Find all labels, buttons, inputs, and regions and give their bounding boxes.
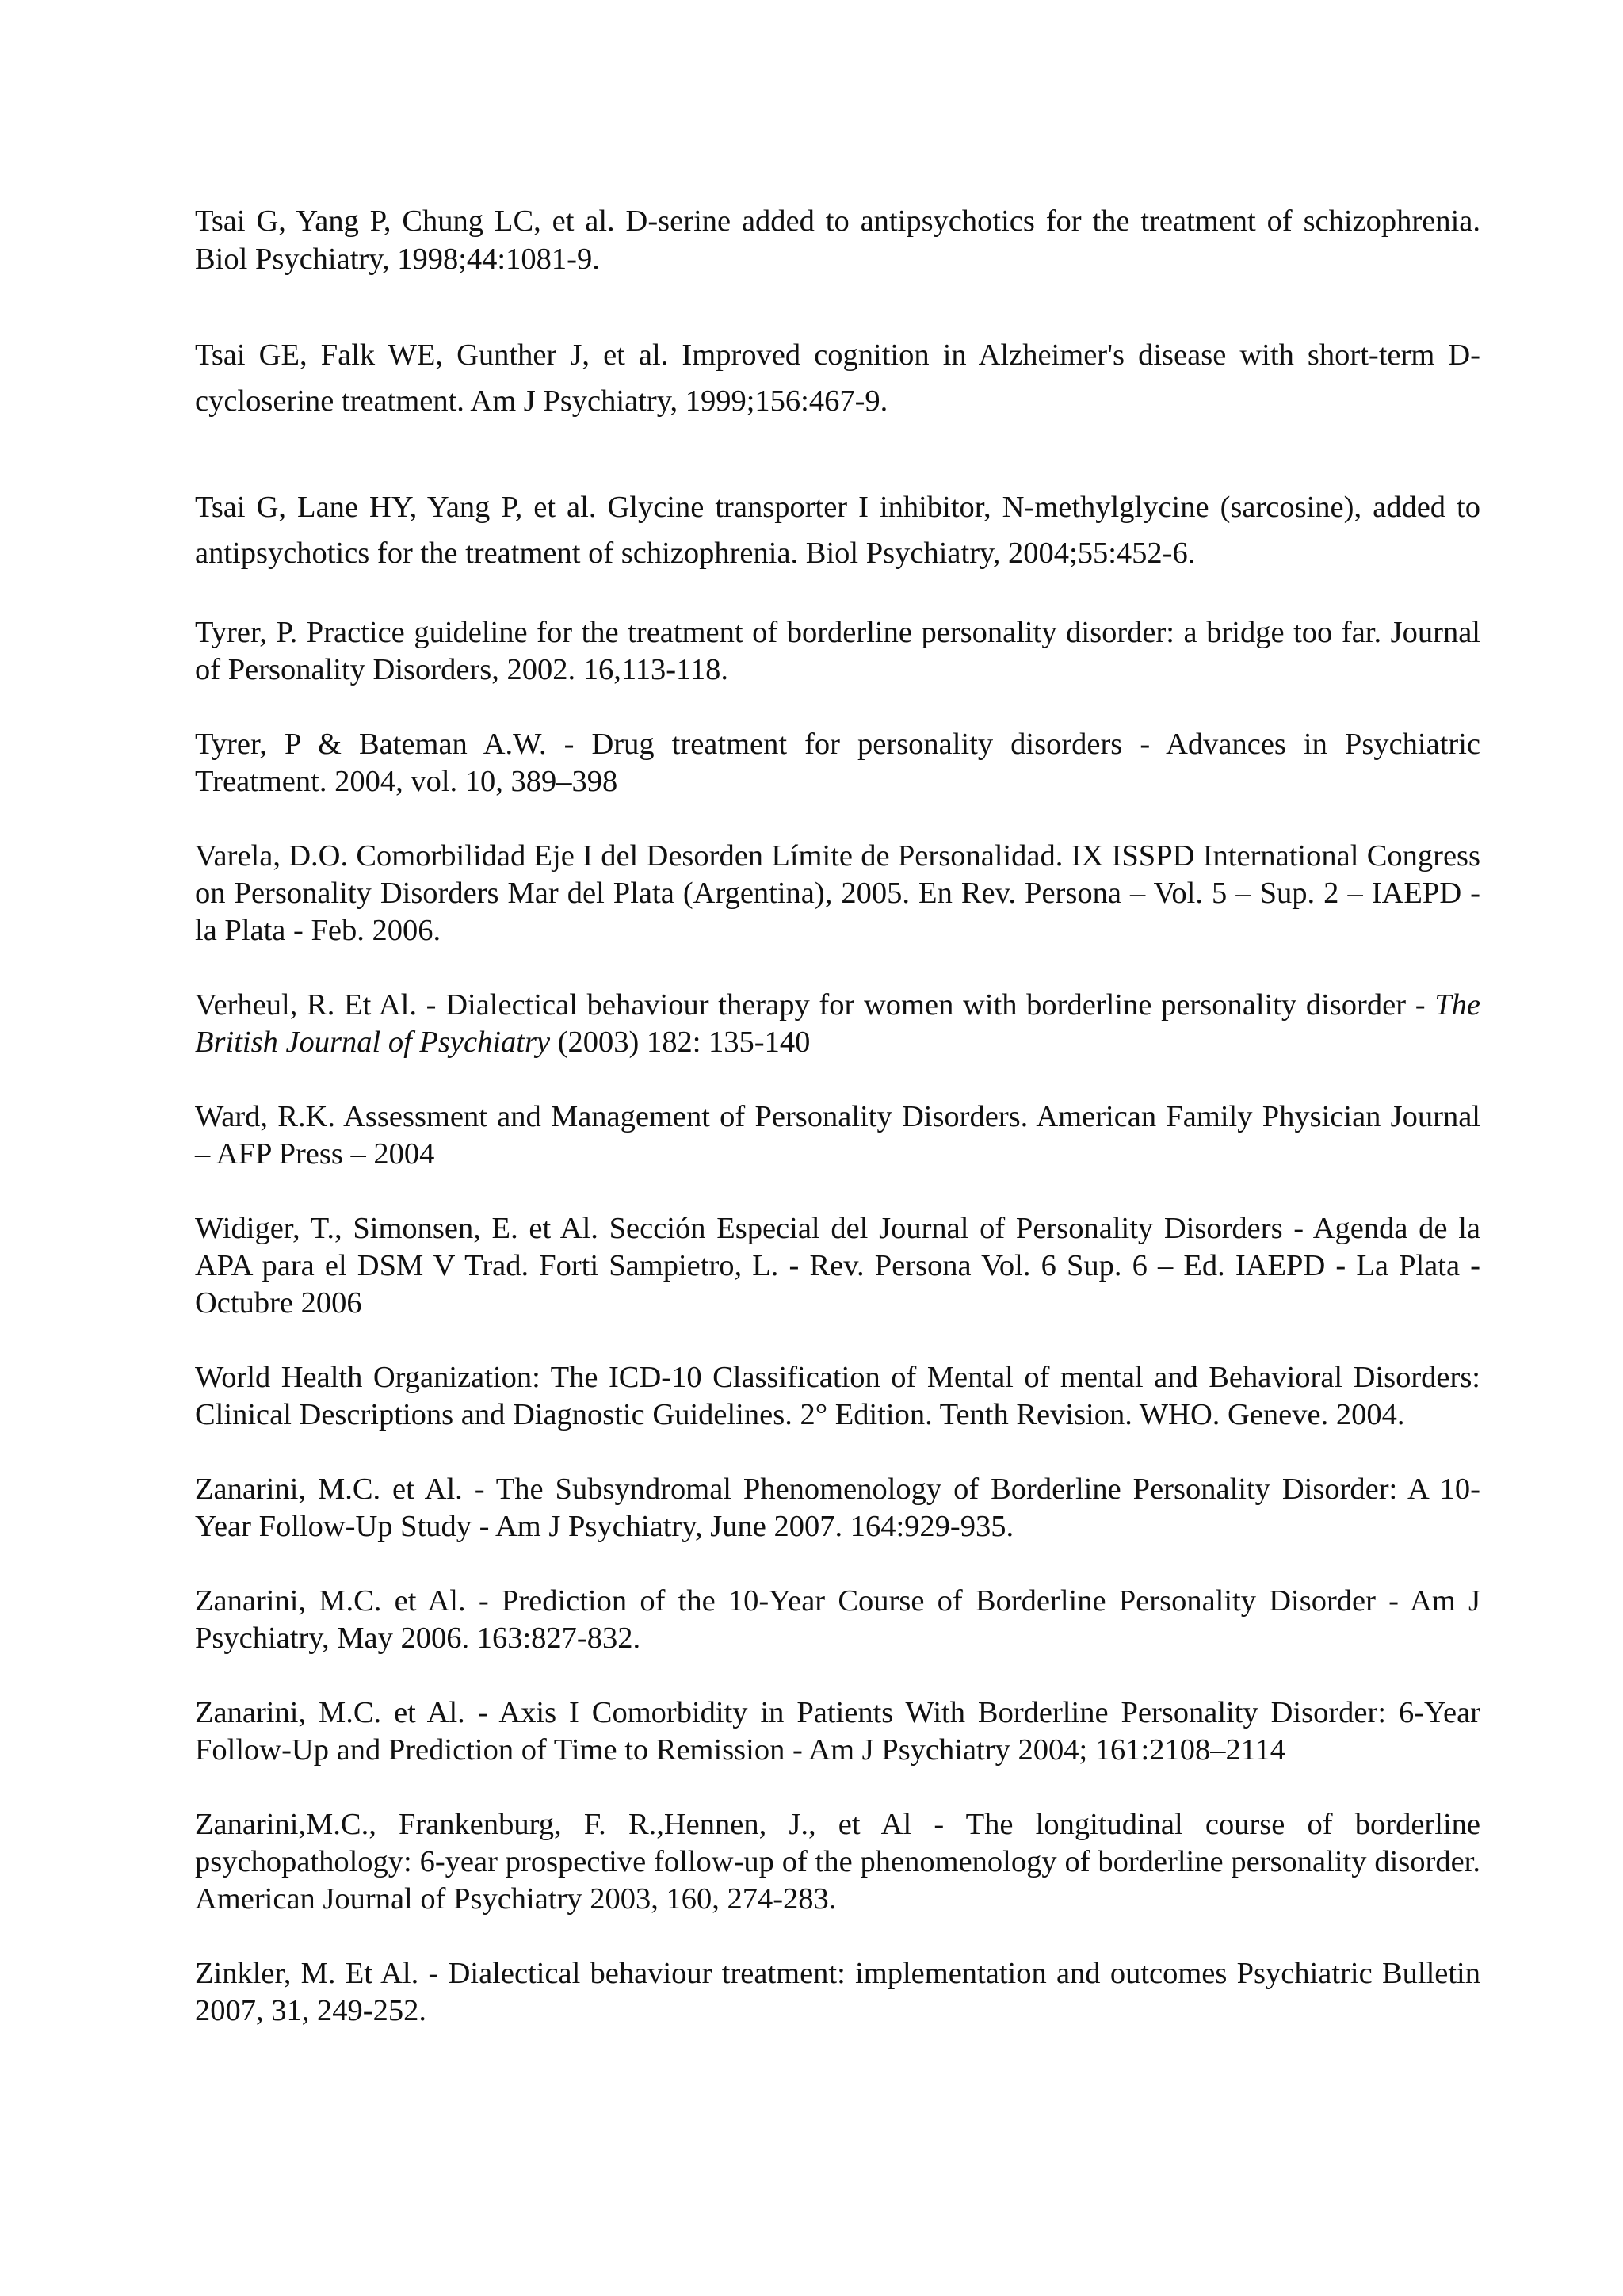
reference-entry-zanarini-2007: Zanarini, M.C. et Al. - The Subsyndromal Phenomenology of Borderline Personality Disorder: A 10-Year Follow-Up Study - Am J Psychiatry, June 2007. 164:929-935. <box>195 1473 1480 1543</box>
reference-list <box>195 202 1480 2030</box>
reference-entry-zinkler-2007: Zinkler, M. Et Al. - Dialectical behaviour treatment: implementation and outcomes Psychiatric Bulletin 2007, 31, 249-252. <box>195 1957 1480 2027</box>
reference-entry-zanarini-2003: Zanarini,M.C., Frankenburg, F. R.,Hennen, J., et Al - The longitudinal course of borderline psychopathology: 6-year prospective follow-up of the phenomenology of borderline personality disorder. American Journal of Psychiatry 2003, 160, 274-283. <box>195 1808 1480 1916</box>
reference-entry-zanarini-2004: Zanarini, M.C. et Al. - Axis I Comorbidity in Patients With Borderline Personality Disorder: 6-Year Follow-Up and Prediction of Time to Remission - Am J Psychiatry 2004; 161:2108–2114 <box>195 1696 1480 1767</box>
reference-entry-tsai-1998: Tsai G, Yang P, Chung LC, et al. D-serine added to antipsychotics for the treatment of schizophrenia. Biol Psychiatry, 1998;44:1081-9. <box>195 204 1480 276</box>
reference-entry-varela-2005: Varela, D.O. Comorbilidad Eje I del Desorden Límite de Personalidad. IX ISSPD International Congress on Personality Disorders Mar del Plata (Argentina), 2005. En Rev. Persona – Vol. 5 – Sup. 2 – IAEPD - la Plata - Feb. 2006. <box>195 839 1480 947</box>
reference-entry-tsai-1999: Tsai GE, Falk WE, Gunther J, et al. Improved cognition in Alzheimer's disease with short-term D-cycloserine treatment. Am J Psychiatry, 1999;156:467-9. <box>195 338 1480 418</box>
reference-entry-zanarini-2006: Zanarini, M.C. et Al. - Prediction of the 10-Year Course of Borderline Personality Disorder - Am J Psychiatry, May 2006. 163:827-832. <box>195 1584 1480 1655</box>
reference-journal-title: The British Journal of Psychiatry <box>195 988 1480 1059</box>
reference-entry-tyrer-bateman-2004: Tyrer, P & Bateman A.W. - Drug treatment for personality disorders - Advances in Psychiatric Treatment. 2004, vol. 10, 389–398 <box>195 728 1480 798</box>
reference-entry-who-2004: World Health Organization: The ICD-10 Classification of Mental of mental and Behavioral Disorders: Clinical Descriptions and Diagnostic Guidelines. 2° Edition. Tenth Revision. WHO. Geneve. 2004. <box>195 1361 1480 1431</box>
reference-text-before-journal: Verheul, R. Et Al. - Dialectical behaviour therapy for women with borderline personality disorder - <box>195 988 1435 1022</box>
reference-entry-ward-2004: Ward, R.K. Assessment and Management of Personality Disorders. American Family Physician Journal – AFP Press – 2004 <box>195 1100 1480 1171</box>
reference-entry-verheul-2003 <box>195 987 1480 1061</box>
reference-entry-tsai-2004: Tsai G, Lane HY, Yang P, et al. Glycine transporter I inhibitor, N-methylglycine (sarcosine), added to antipsychotics for the treatment of schizophrenia. Biol Psychiatry, 2004;55:452-6. <box>195 491 1480 570</box>
reference-entry-widiger-2006: Widiger, T., Simonsen, E. et Al. Sección Especial del Journal of Personality Disorders - Agenda de la APA para el DSM V Trad. Forti Sampietro, L. - Rev. Persona Vol. 6 Sup. 6 – Ed. IAEPD - La Plata - Octubre 2006 <box>195 1212 1480 1320</box>
reference-text-after-journal: (2003) 182: 135-140 <box>550 1026 811 1059</box>
reference-entry-tyrer-2002: Tyrer, P. Practice guideline for the treatment of borderline personality disorder: a bridge too far. Journal of Personality Disorders, 2002. 16,113-118. <box>195 616 1480 686</box>
